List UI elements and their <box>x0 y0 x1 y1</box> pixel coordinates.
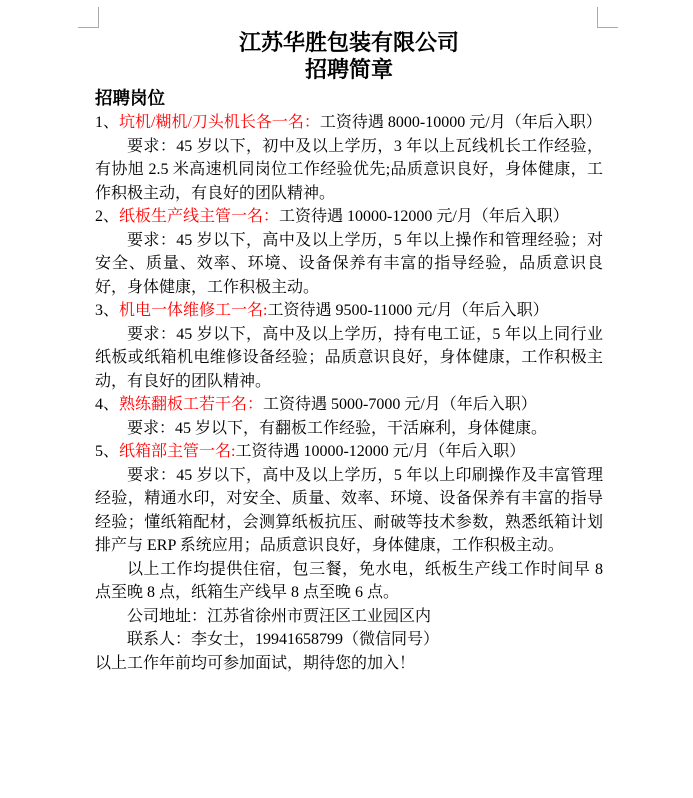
job-3-heading <box>95 299 603 323</box>
job-5-number: 5、 <box>95 443 120 460</box>
job-1-number: 1、 <box>95 114 120 131</box>
company-address: 公司地址：江苏省徐州市贾汪区工业园区内 <box>127 607 432 625</box>
company-title: 江苏华胜包装有限公司 <box>238 30 459 55</box>
doc-title: 招聘简章 <box>304 57 393 82</box>
job-4-number: 4、 <box>95 396 120 413</box>
job-2-requirement: 要求：45 岁以下，高中及以上学历，5 年以上操作和管理经验；对安全、质量、效率、环境、设备保养有丰富的指导经验，品质意识良好，身体健康，工作积极主动。 <box>95 231 603 296</box>
document-content <box>95 28 603 675</box>
closing-line: 以上工作年前均可参加面试，期待您的加入！ <box>95 654 416 672</box>
job-5-requirement: 要求：45 岁以下，高中及以上学历，5 年以上印刷操作及丰富管理经验，精通水印，对安全、质量、效率、环境、设备保养有丰富的指导经验；懂纸箱配材，会测算纸板抗压、耐破等技术参数，熟悉纸箱计划排产与 ERP 系统应用；品质意识良好，身体健康，工作积极主动。 <box>95 466 603 554</box>
job-2-title-highlight: 纸板生产线主管一名： <box>119 208 280 225</box>
job-2-heading <box>95 205 603 229</box>
job-3-requirement: 要求：45 岁以下，高中及以上学历，持有电工证，5 年以上同行业纸板或纸箱机电维修设备经验；品质意识良好，身体健康，工作积极主动，有良好的团队精神。 <box>95 325 603 390</box>
job-2-number: 2、 <box>95 208 120 225</box>
page-margin-mark-top-left <box>78 7 99 28</box>
job-1-heading <box>95 111 603 135</box>
job-5-title-highlight: 纸箱部主管一名: <box>119 443 236 460</box>
job-1-salary: 工资待遇 8000-10000 元/月（年后入职） <box>319 114 602 131</box>
job-3-title-highlight: 机电一体维修工一名: <box>119 302 268 319</box>
job-5-heading <box>95 440 603 464</box>
welfare-note: 以上工作均提供住宿，包三餐，免水电，纸板生产线工作时间早 8 点至晚 8 点，纸箱生产线早 8 点至晚 6 点。 <box>95 560 603 601</box>
job-4-salary: 工资待遇 5000-7000 元/月（年后入职） <box>263 396 537 413</box>
job-1-title-highlight: 坑机/糊机/刀头机长各一名： <box>119 114 320 131</box>
page-margin-mark-top-right <box>597 7 618 28</box>
job-4-title-highlight: 熟练翻板工若干名： <box>119 396 264 413</box>
job-3-number: 3、 <box>95 302 120 319</box>
job-2-salary: 工资待遇 10000-12000 元/月（年后入职） <box>279 208 569 225</box>
job-3-salary: 工资待遇 9500-11000 元/月（年后入职） <box>267 302 549 319</box>
job-4-heading <box>95 393 603 417</box>
job-1-requirement: 要求：45 岁以下，初中及以上学历，3 年以上瓦线机长工作经验，有协旭 2.5 米高速机同岗位工作经验优先;品质意识良好，身体健康，工作积极主动，有良好的团队精神。 <box>95 137 603 202</box>
contact-line: 联系人：李女士，19941658799（微信同号） <box>127 631 440 648</box>
job-4-requirement: 要求：45 岁以下，有翻板工作经验，干活麻利，身体健康。 <box>127 419 548 437</box>
job-5-salary: 工资待遇 10000-12000 元/月（年后入职） <box>235 443 526 460</box>
section-heading: 招聘岗位 <box>95 88 165 108</box>
